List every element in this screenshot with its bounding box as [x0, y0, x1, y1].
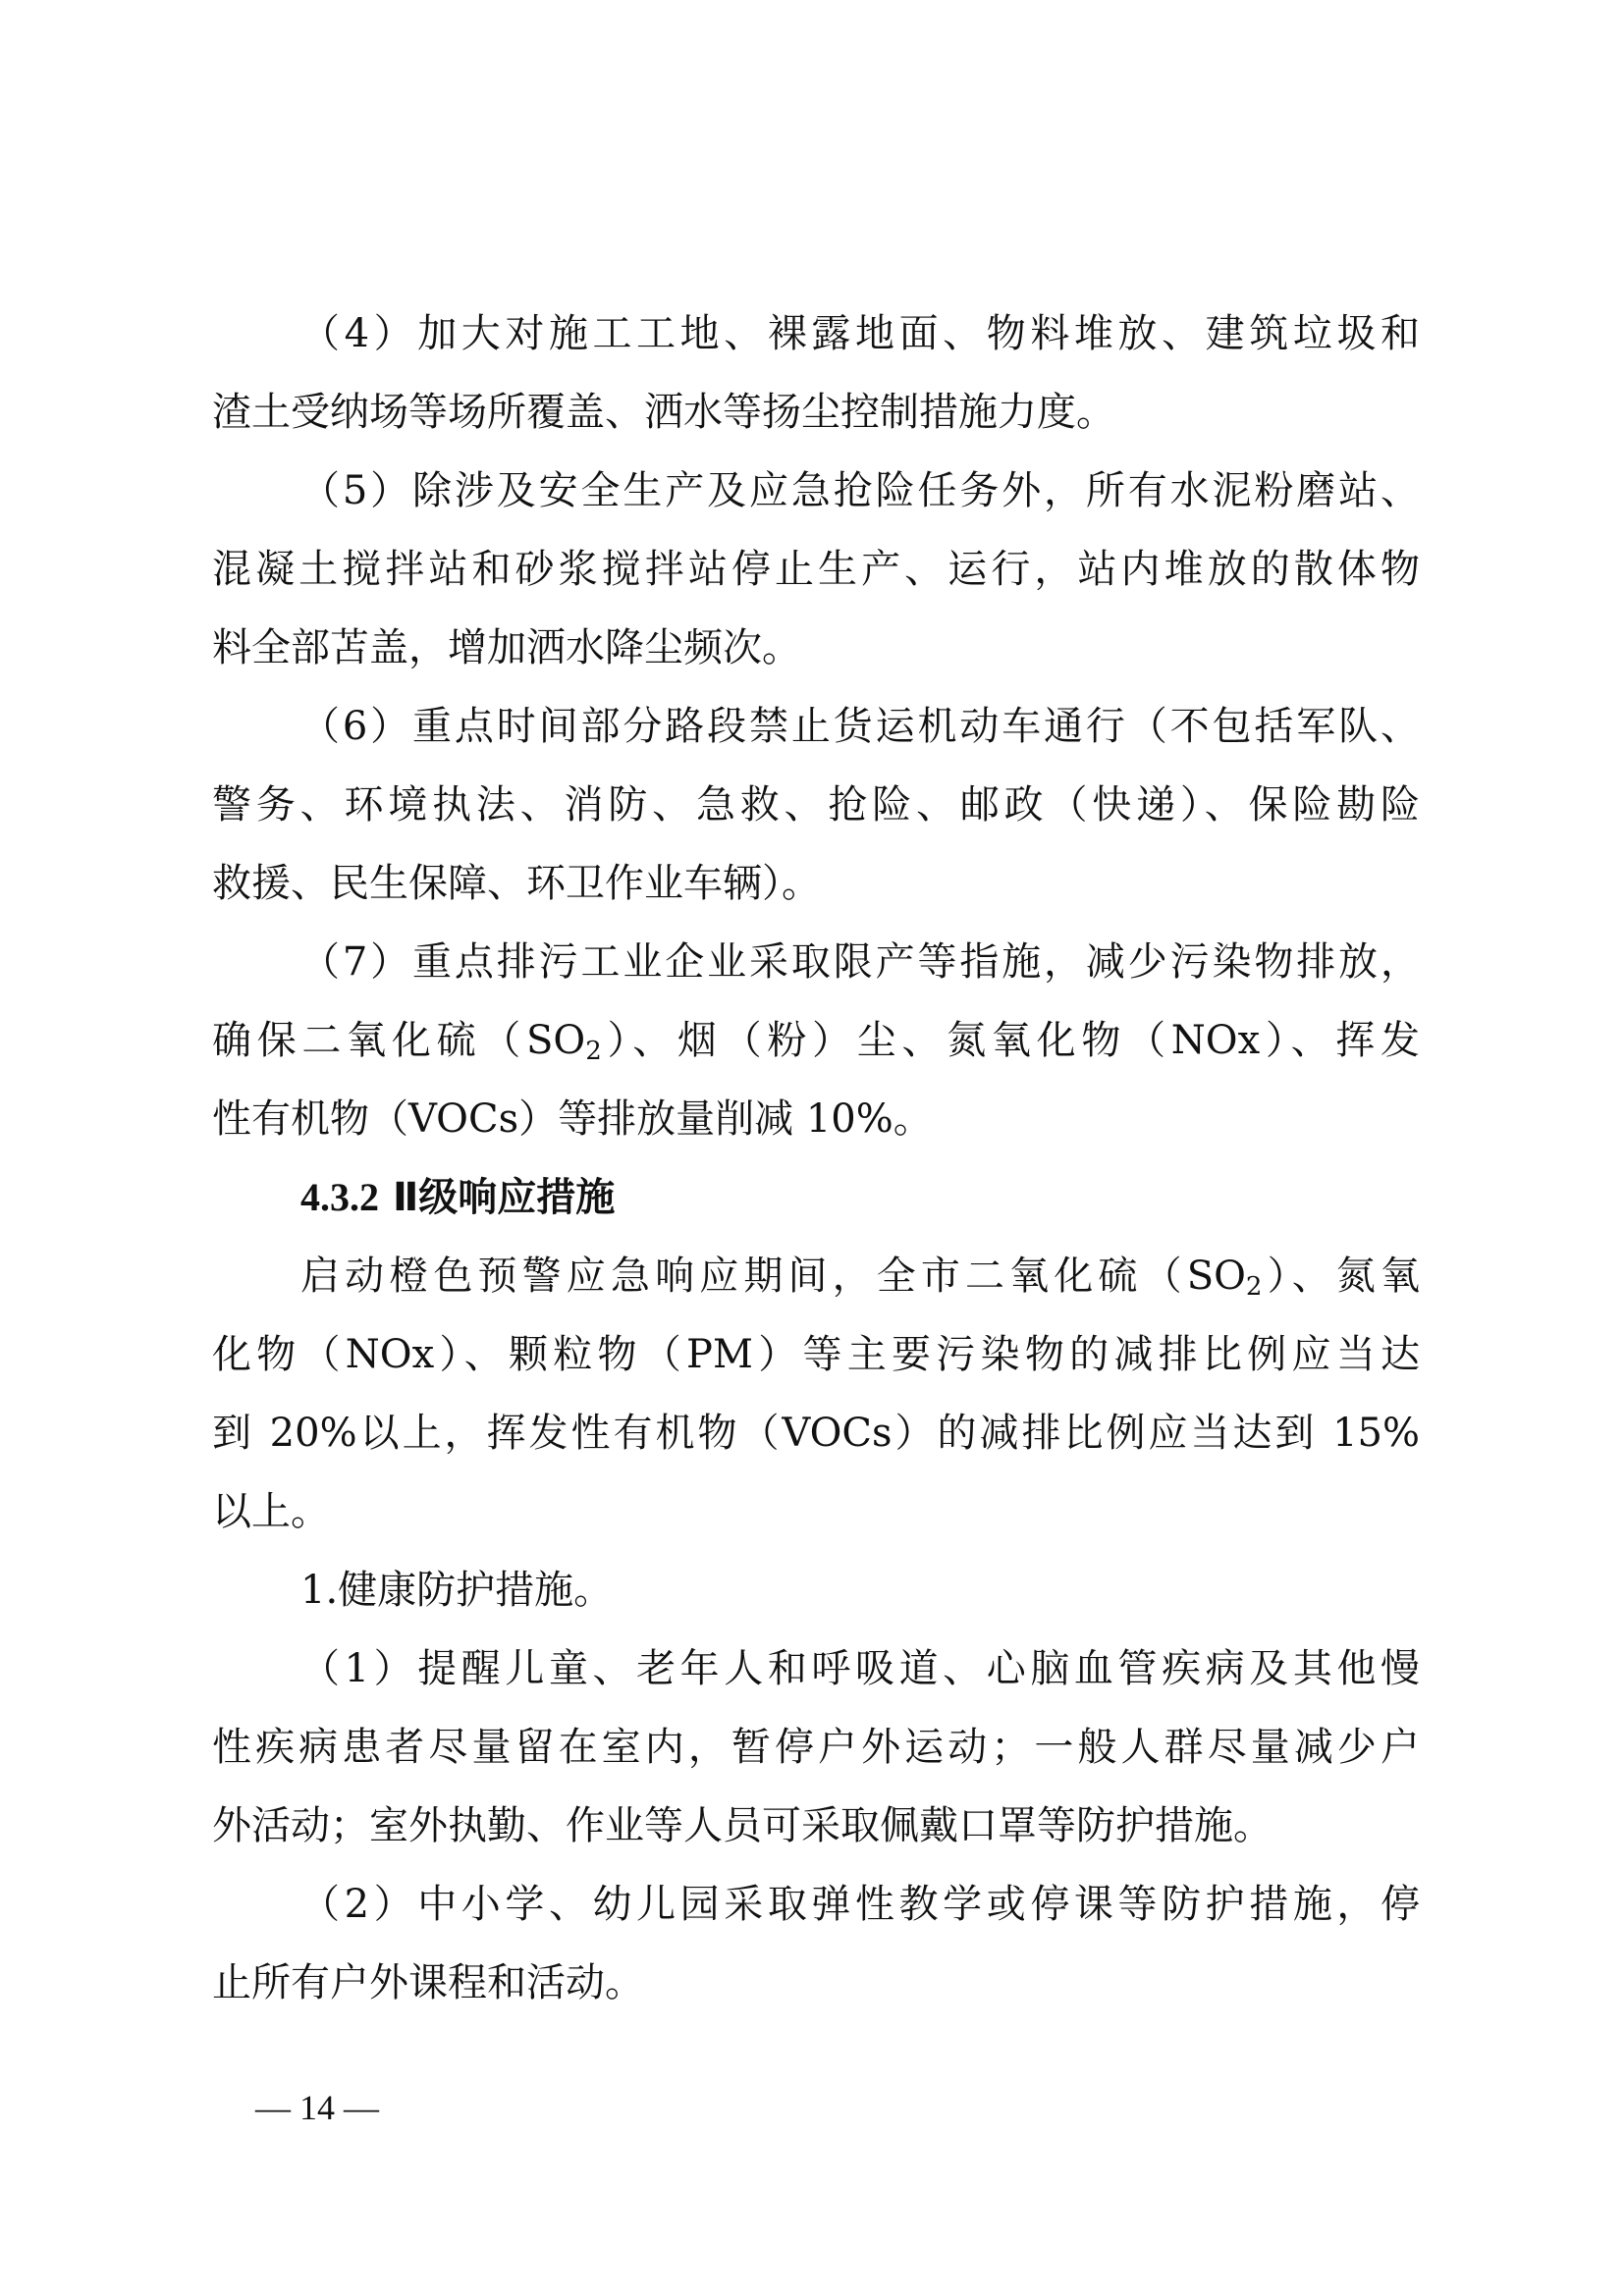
paragraph-7-line-2-end: ）、烟（粉）尘、氮氧化物（NOx）、挥发: [601, 1018, 1420, 1063]
health-item-2-line-2: 止所有户外课程和活动。: [212, 1960, 644, 2005]
health-item-1-line-3: 外活动；室外执勤、作业等人员可采取佩戴口罩等防护措施。: [212, 1803, 1272, 1848]
paragraph-7-line-3: 性有机物（VOCs）等排放量削减 10%。: [212, 1096, 933, 1142]
paragraph-6-line-1: （6）重点时间部分路段禁止货运机动车通行（不包括军队、: [300, 704, 1420, 749]
paragraph-5-line-2: 混凝土搅拌站和砂浆搅拌站停止生产、运行，站内堆放的散体物: [212, 547, 1420, 592]
intro-line-1: [300, 1249, 1420, 1304]
so2-subscript: 2: [585, 1037, 602, 1066]
health-item-1-line-2: 性疾病患者尽量留在室内，暂停户外运动；一般人群尽量减少户: [212, 1725, 1420, 1770]
paragraph-4-line-2: 渣土受纳场等场所覆盖、洒水等扬尘控制措施力度。: [212, 390, 1115, 435]
paragraph-5-line-1: （5）除涉及安全生产及应急抢险任务外，所有水泥粉磨站、: [300, 468, 1420, 513]
paragraph-7-line-2-start: 确保二氧化硫（SO: [212, 1018, 586, 1063]
intro-line-2: 化物（NOx）、颗粒物（PM）等主要污染物的减排比例应当达: [212, 1332, 1420, 1377]
paragraph-6-line-2: 警务、环境执法、消防、急救、抢险、邮政（快递）、保险勘险: [212, 782, 1420, 828]
paragraph-7-line-2: [212, 1013, 1420, 1068]
paragraph-4-line-1: （4）加大对施工工地、裸露地面、物料堆放、建筑垃圾和: [300, 311, 1420, 356]
paragraph-5-line-3: 料全部苫盖，增加洒水降尘频次。: [212, 625, 801, 670]
intro-line-1-start: 启动橙色预警应急响应期间，全市二氧化硫（SO: [300, 1254, 1246, 1299]
section-heading: [300, 1170, 1420, 1225]
intro-line-3: 到 20%以上，挥发性有机物（VOCs）的减排比例应当达到 15%: [212, 1411, 1420, 1456]
page-number: — 14 —: [255, 2088, 379, 2127]
health-item-1-line-1: （1）提醒儿童、老年人和呼吸道、心脑血管疾病及其他慢: [300, 1646, 1420, 1691]
paragraph-6-line-3: 救援、民生保障、环卫作业车辆）。: [212, 861, 821, 906]
intro-line-4: 以上。: [212, 1489, 330, 1534]
so2-subscript-intro: 2: [1245, 1272, 1263, 1302]
intro-line-1-end: ）、氮氧: [1262, 1254, 1420, 1299]
section-number: 4.3.2: [300, 1175, 379, 1219]
section-title: Ⅱ级响应措施: [392, 1175, 616, 1220]
health-item-2-line-1: （2）中小学、幼儿园采取弹性教学或停课等防护措施，停: [300, 1882, 1420, 1927]
paragraph-7-line-1: （7）重点排污工业企业采取限产等指施，减少污染物排放，: [300, 939, 1420, 985]
health-measures-heading: 1.健康防护措施。: [300, 1568, 614, 1613]
